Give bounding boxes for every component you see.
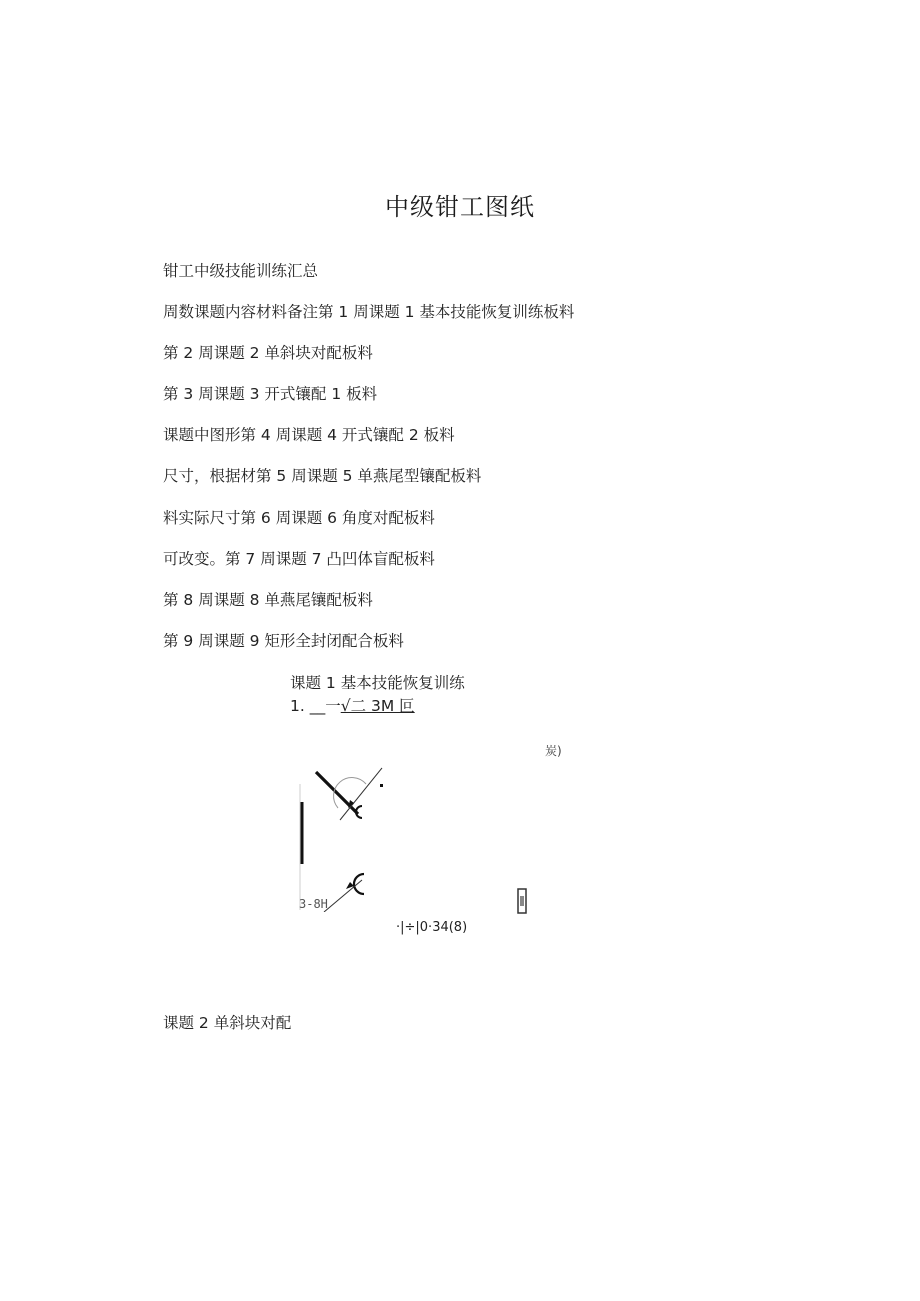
- schedule-line-3: 第 3 周课题 3 开式镶配 1 板料: [163, 385, 378, 403]
- section2-heading: 课题 2 单斜块对配: [163, 1014, 292, 1032]
- figure-leader-upper: [340, 768, 382, 820]
- schedule-line-5: 尺寸，根据材第 5 周课题 5 单燕尾型镶配板料: [163, 467, 482, 485]
- section1-dimension-prefix: 1. __一: [290, 697, 341, 715]
- figure-arc-upper: [356, 806, 362, 818]
- schedule-line-7: 可改变。第 7 周课题 7 凸凹体盲配板料: [163, 550, 435, 568]
- figure-dot: [380, 784, 383, 787]
- schedule-line-4: 课题中图形第 4 周课题 4 开式镶配 2 板料: [163, 426, 455, 444]
- figure-dimension-label: 3-8H: [299, 897, 328, 911]
- schedule-line-2: 第 2 周课题 2 单斜块对配板料: [163, 344, 373, 362]
- schedule-line-6: 料实际尺寸第 6 周课题 6 角度对配板料: [163, 509, 435, 527]
- document-title: 中级钳工图纸: [385, 193, 535, 221]
- schedule-line-9: 第 9 周课题 9 矩形全封闭配合板料: [163, 632, 404, 650]
- schedule-line-1: 周数课题内容材料备注第 1 周课题 1 基本技能恢复训练板料: [163, 303, 575, 321]
- figure-diagonal-line: [316, 772, 358, 814]
- bracket-svg: [517, 888, 527, 914]
- bracket-mark: [517, 888, 527, 914]
- schedule-line-8: 第 8 周课题 8 单燕尾镶配板料: [163, 591, 373, 609]
- section1-dimension-line: [290, 694, 415, 716]
- bracket-fill: [520, 896, 524, 906]
- figure-arc-lower: [354, 874, 364, 894]
- figure-caption: ·|÷|0·34(8): [396, 920, 468, 935]
- section1-heading: 课题 1 基本技能恢复训练: [290, 674, 465, 692]
- figure-mark-right: 炭): [545, 744, 562, 758]
- drawing-figure: [296, 762, 396, 912]
- section1-dimension-underlined: √二 3M 叵: [340, 697, 415, 715]
- drawing-figure-svg: [296, 762, 396, 912]
- summary-heading: 钳工中级技能训练汇总: [163, 262, 319, 280]
- figure-leader-lower: [324, 880, 362, 912]
